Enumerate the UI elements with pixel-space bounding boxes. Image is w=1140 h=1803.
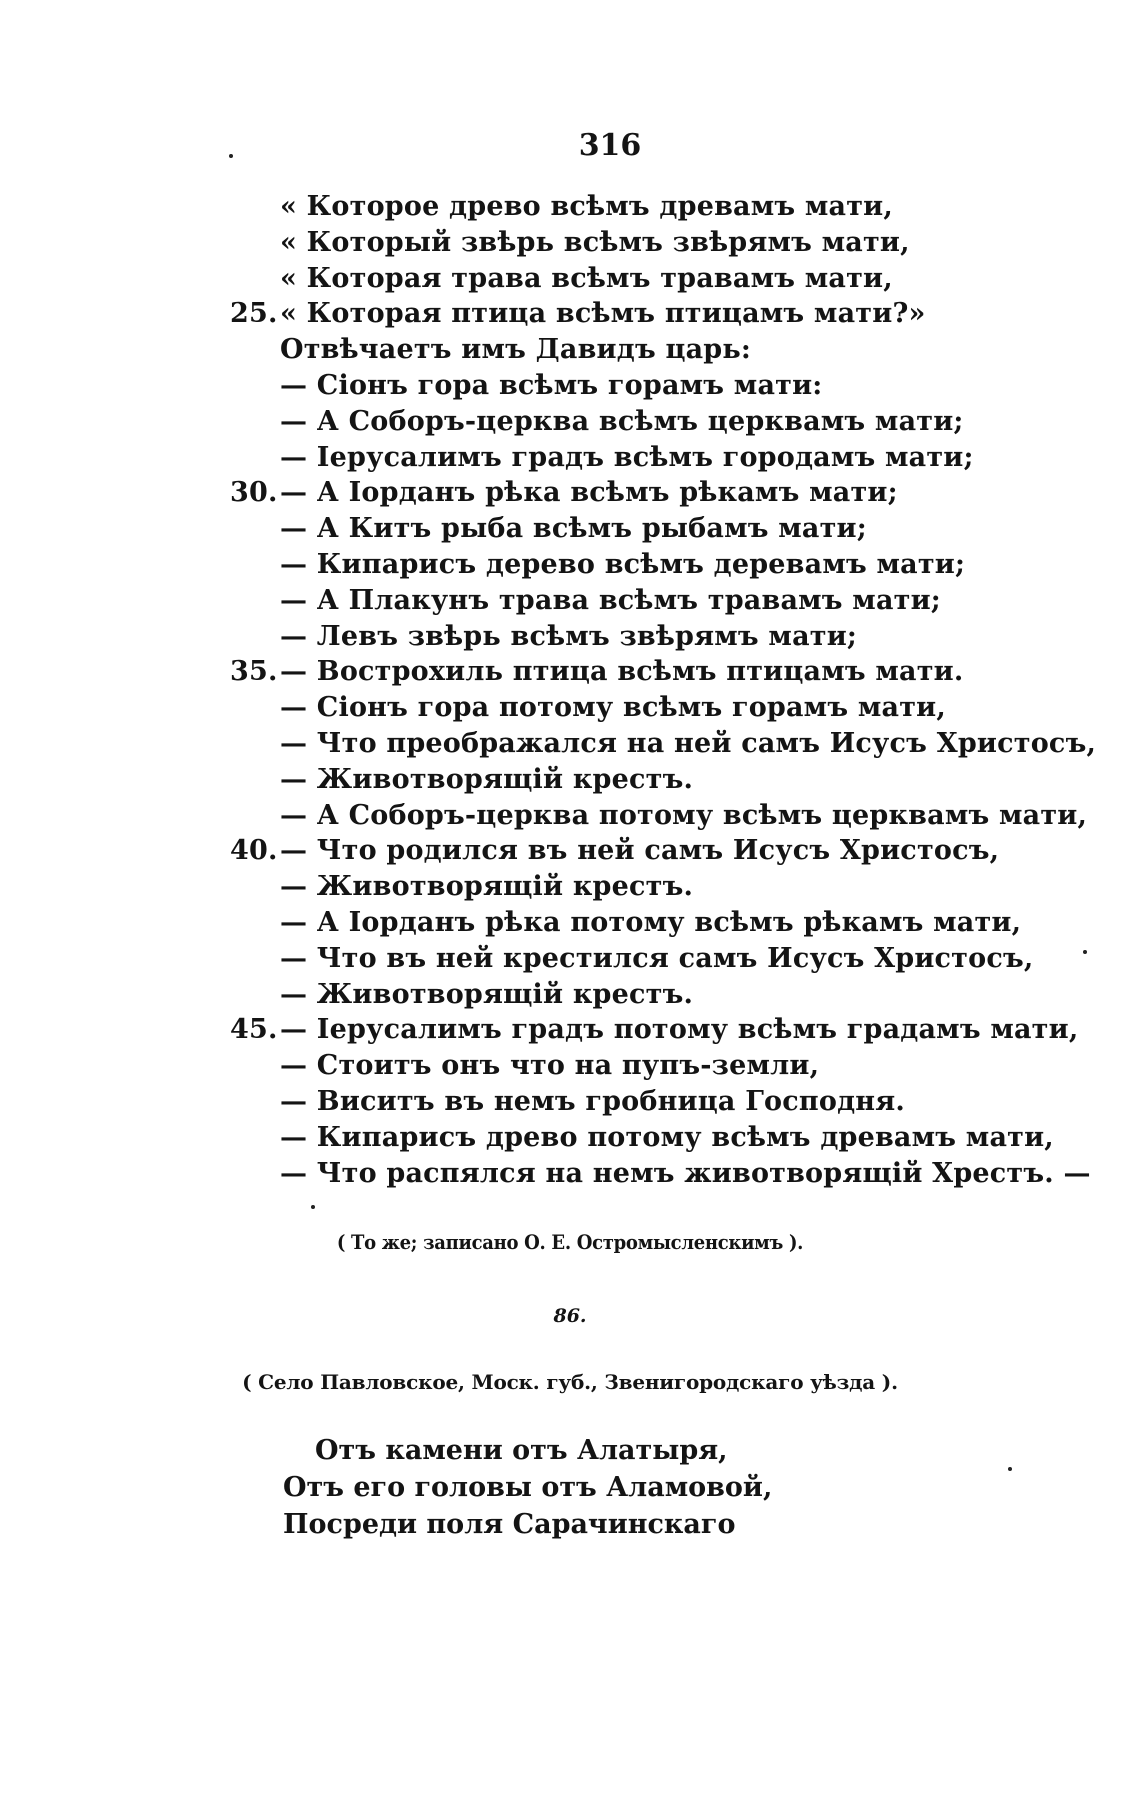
line-text: — А Соборъ-церква потому всѣмъ церквамъ мати, — [280, 799, 1088, 831]
line-text: — Сіонъ гора потому всѣмъ горамъ мати, — [280, 692, 946, 724]
poem-line — [0, 189, 1140, 225]
poem-text — [0, 189, 1140, 1191]
line-text: — Животворящій крестъ. — [280, 978, 694, 1010]
poem-line — [0, 619, 1140, 655]
print-speck — [229, 154, 233, 158]
poem-line — [0, 798, 1140, 834]
line-text: — Животворящій крестъ. — [280, 763, 694, 795]
line-text: — Что въ ней крестился самъ Исусъ Христосъ, — [280, 942, 1034, 974]
print-speck — [1008, 1467, 1012, 1471]
poem-line — [0, 1120, 1140, 1156]
line-text: — Что родился въ ней самъ Исусъ Христосъ, — [280, 835, 1000, 867]
poem-line — [0, 1084, 1140, 1120]
line-number: 40. — [230, 835, 278, 867]
page-number: 316 — [578, 128, 642, 163]
line-text: — Левъ звѣрь всѣмъ звѣрямъ мати; — [280, 620, 858, 652]
line-text: — Виситъ въ немъ гробница Господня. — [280, 1085, 905, 1117]
line-text: — Іерусалимъ градъ потому всѣмъ градамъ мати, — [280, 1014, 1079, 1046]
poem-line — [0, 261, 1140, 297]
print-speck — [311, 1205, 315, 1209]
poem-text-2 — [283, 1432, 772, 1543]
poem-line — [0, 404, 1140, 440]
poem-line — [0, 475, 1140, 511]
line-text: Отвѣчаетъ имъ Давидъ царь: — [280, 334, 752, 366]
line-text: — Кипарисъ дерево всѣмъ деревамъ мати; — [280, 548, 966, 580]
line-text: — Іерусалимъ градъ всѣмъ городамъ мати; — [280, 441, 974, 473]
poem-line — [0, 332, 1140, 368]
line-text: — Стоитъ онъ что на пупъ-земли, — [280, 1050, 820, 1082]
poem-line — [0, 225, 1140, 261]
line-text: — Что распялся на немъ животворящій Хрестъ. — — [280, 1157, 1091, 1189]
poem-line — [0, 1012, 1140, 1048]
line-text: — Сіонъ гора всѣмъ горамъ мати: — [280, 369, 823, 401]
poem-line — [0, 869, 1140, 905]
section-number: 86. — [553, 1305, 587, 1327]
poem-line — [0, 833, 1140, 869]
line-text: — Кипарисъ древо потому всѣмъ древамъ мати, — [280, 1121, 1054, 1153]
poem-line — [0, 762, 1140, 798]
line-text: « Которая трава всѣмъ травамъ мати, — [280, 262, 893, 294]
line-text: — Животворящій крестъ. — [280, 871, 694, 903]
line-number: 45. — [230, 1014, 278, 1046]
line-number: 35. — [230, 656, 278, 688]
poem-line: Отъ камени отъ Алатыря, — [315, 1435, 728, 1466]
source-note: ( То же; записано О. Е. Остромысленскимъ ). — [336, 1230, 804, 1254]
poem-line — [0, 1048, 1140, 1084]
poem-line — [0, 547, 1140, 583]
location-heading: ( Село Павловское, Моск. губ., Звенигородскаго уѣзда ). — [242, 1370, 898, 1394]
poem-line — [0, 511, 1140, 547]
poem-line — [0, 368, 1140, 404]
poem-line — [0, 690, 1140, 726]
line-text: — Что преображался на ней самъ Исусъ Христосъ, — [280, 727, 1097, 759]
poem-line: Отъ его головы отъ Аламовой, — [283, 1472, 773, 1503]
poem-line — [0, 977, 1140, 1013]
poem-line — [0, 583, 1140, 619]
poem-line — [0, 941, 1140, 977]
poem-line — [0, 654, 1140, 690]
poem-line — [0, 726, 1140, 762]
line-text: — А Соборъ-церква всѣмъ церквамъ мати; — [280, 405, 964, 437]
poem-line — [0, 296, 1140, 332]
line-text: — А Іорданъ рѣка всѣмъ рѣкамъ мати; — [280, 477, 898, 509]
poem-line: Посреди поля Сарачинскаго — [283, 1509, 736, 1540]
poem-line — [0, 1156, 1140, 1192]
line-text: — А Китъ рыба всѣмъ рыбамъ мати; — [280, 513, 867, 545]
poem-line — [0, 440, 1140, 476]
line-text: — А Плакунъ трава всѣмъ травамъ мати; — [280, 584, 941, 616]
line-text: « Которая птица всѣмъ птицамъ мати?» — [280, 298, 926, 330]
print-speck — [1083, 950, 1087, 954]
line-text: — Вострохиль птица всѣмъ птицамъ мати. — [280, 656, 964, 688]
line-text: « Который звѣрь всѣмъ звѣрямъ мати, — [280, 226, 910, 258]
poem-line — [0, 905, 1140, 941]
line-number: 25. — [230, 298, 278, 330]
line-text: « Которое древо всѣмъ древамъ мати, — [280, 191, 893, 222]
line-text: — А Іорданъ рѣка потому всѣмъ рѣкамъ мати, — [280, 906, 1022, 938]
line-number: 30. — [230, 477, 278, 509]
